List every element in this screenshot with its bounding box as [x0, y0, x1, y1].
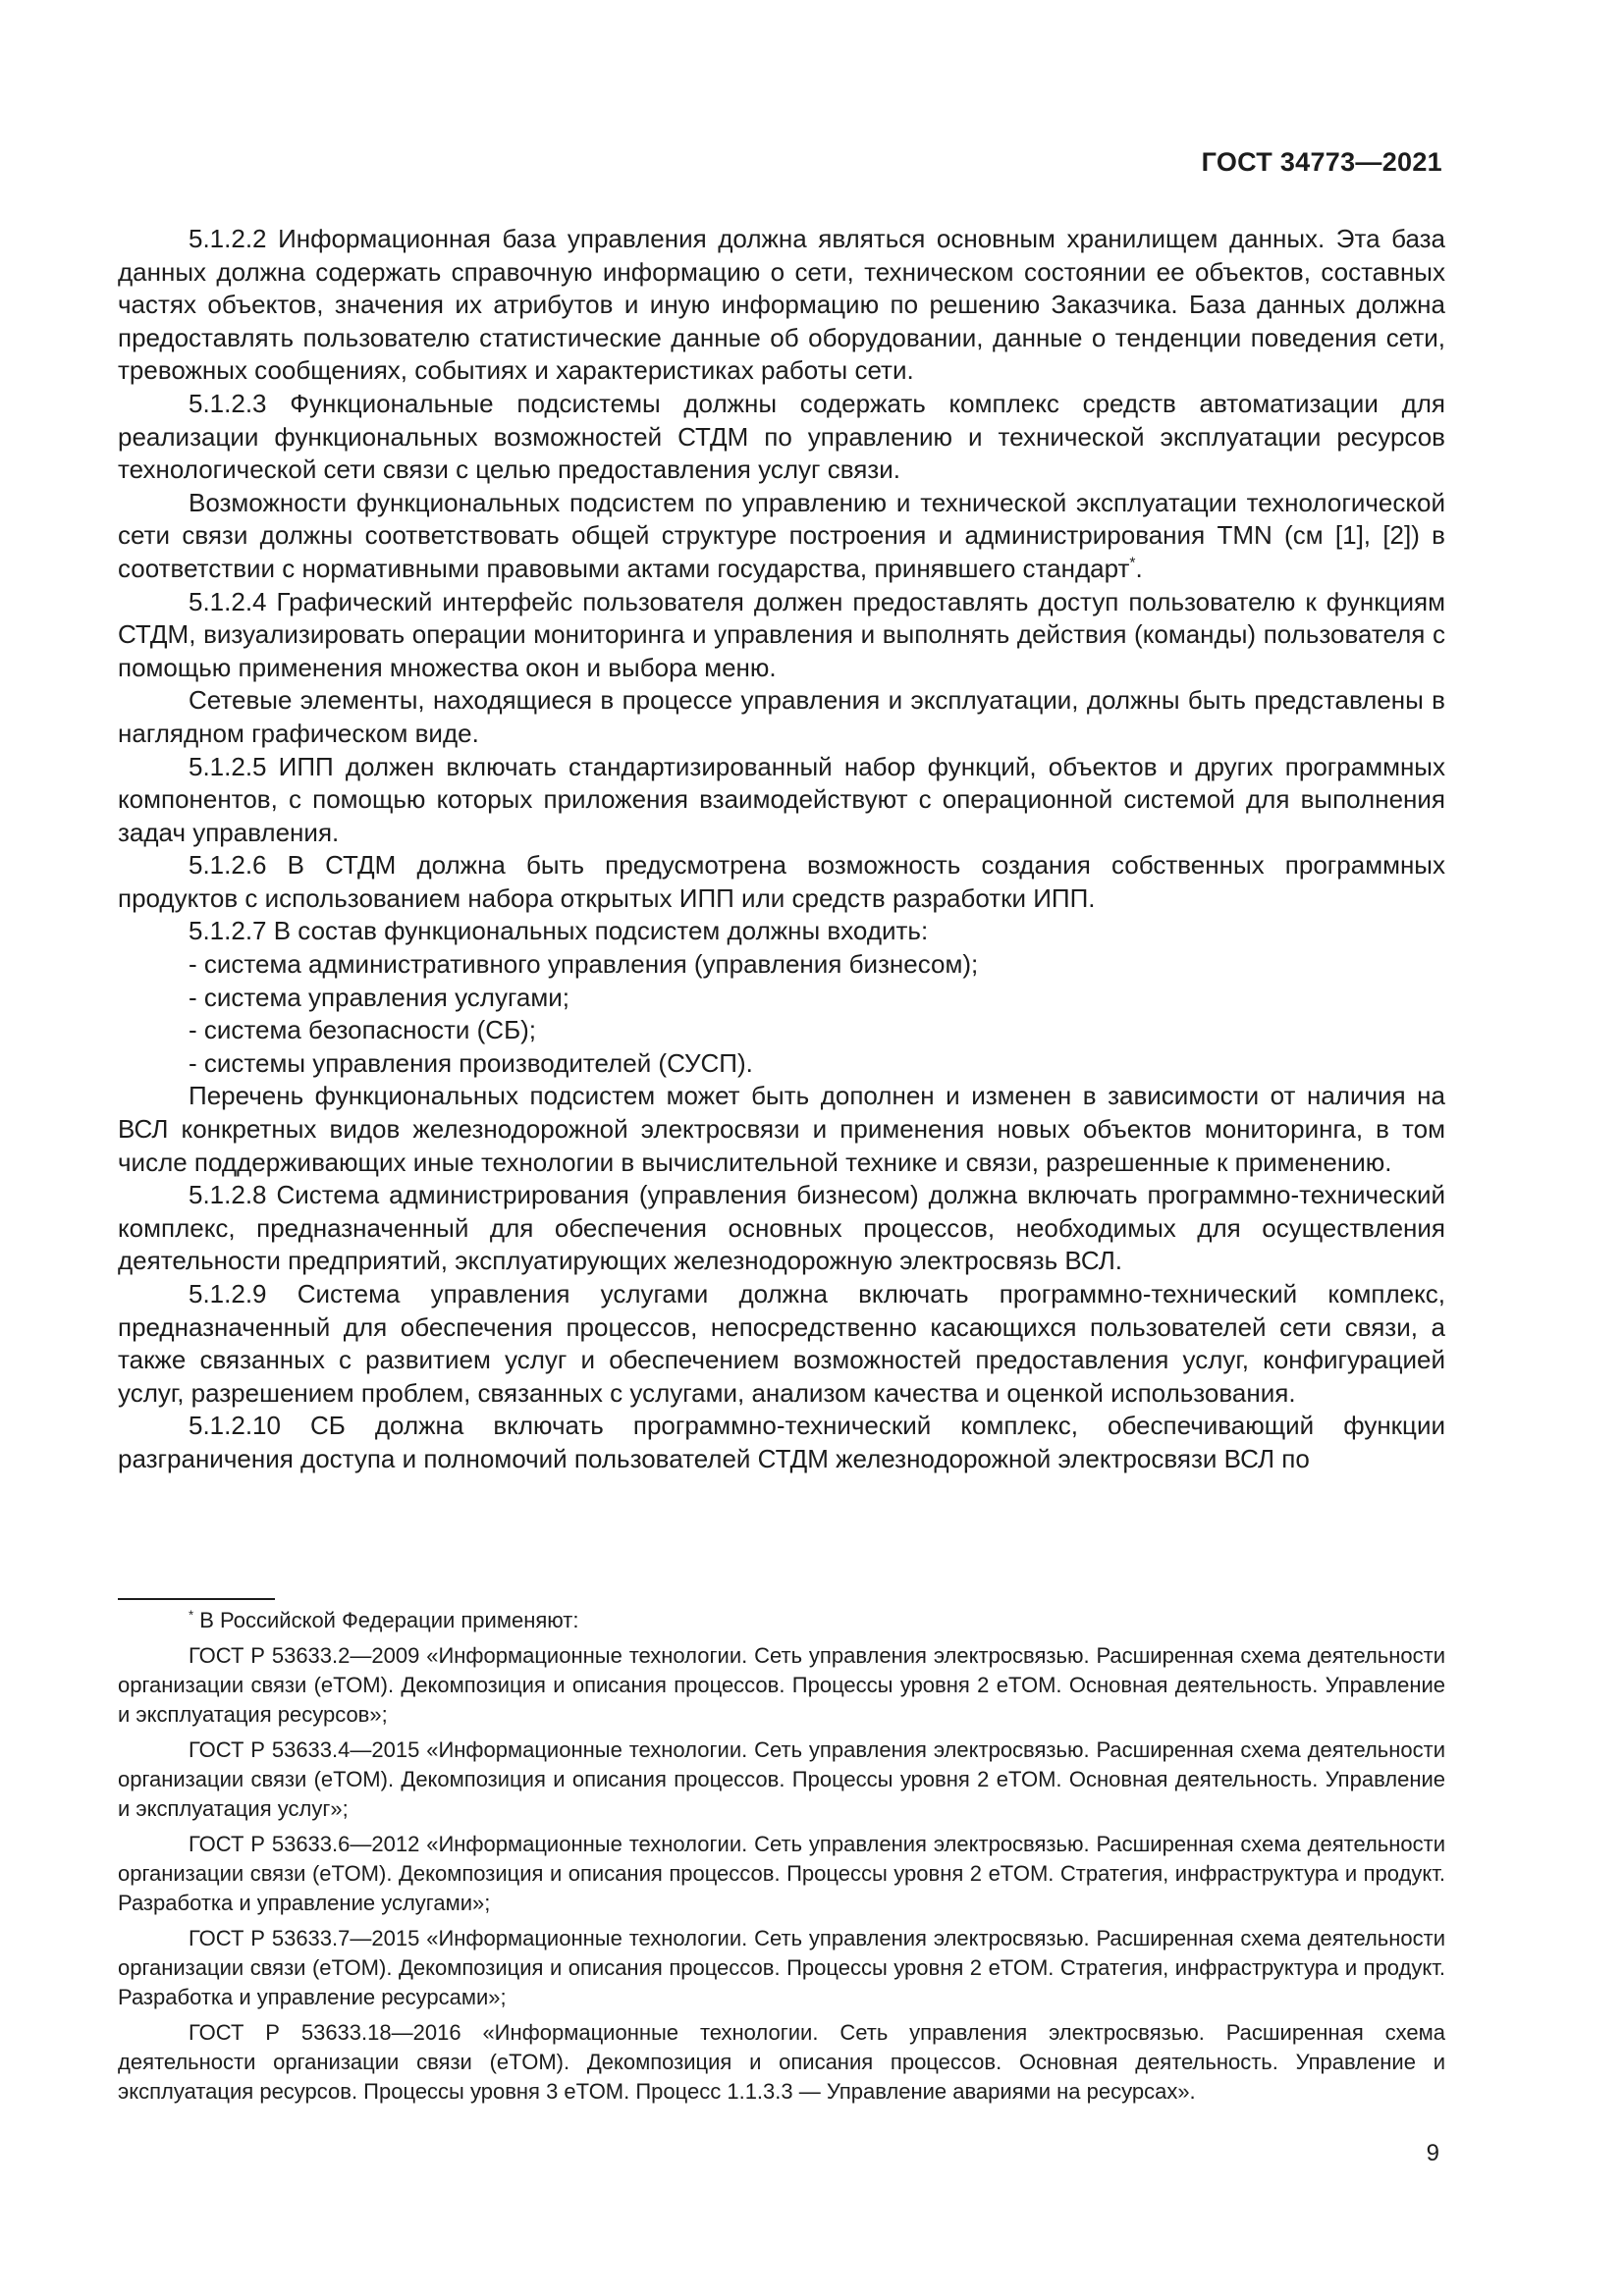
paragraph-5-1-2-6: 5.1.2.6 В СТДМ должна быть предусмотрена возможность создания собственных программных продуктов с использованием набора открытых ИПП или средств разработки ИПП. [118, 850, 1445, 913]
paragraph-5-1-2-3: 5.1.2.3 Функциональные подсистемы должны содержать комплекс средств автоматизации для реализации функциональных возможностей СТДМ по управлению и технической эксплуатации ресурсов технологической сети связи с целью предоставления услуг связи. [118, 388, 1445, 485]
footnote-divider [118, 1598, 275, 1600]
paragraph-tmn-end: . [1135, 553, 1143, 583]
paragraph-5-1-2-7: 5.1.2.7 В состав функциональных подсистем должны входить: [189, 916, 929, 946]
footnote-intro-text: В Российской Федерации применяют: [199, 1608, 579, 1632]
footnote-item: ГОСТ Р 53633.4—2015 «Информационные технологии. Сеть управления электросвязью. Расширенная схема деятельности организации связи (eTOM). Декомпозиция и описания процессов. Процессы уровня 2 eTOM. Основная деятельность. Управление и эксплуатация услуг»; [118, 1737, 1445, 1821]
footnote-item: ГОСТ Р 53633.18—2016 «Информационные технологии. Сеть управления электросвязью. Расширенная схема деятельности организации связи (eTOM). Декомпозиция и описания процессов. Основная деятельность. Управление и эксплуатация ресурсов. Процессы уровня 3 eTOM. Процесс 1.1.3.3 — Управление авариями на ресурсах». [118, 2020, 1445, 2104]
paragraph-5-1-2-8: 5.1.2.8 Система администрирования (управления бизнесом) должна включать программно-технический комплекс, предназначенный для обеспечения основных процессов, необходимых для осуществления деятельности предприятий, эксплуатирующих железнодорожную электросвязь ВСЛ. [118, 1180, 1445, 1276]
document-code: ГОСТ 34773—2021 [1201, 147, 1442, 177]
list-item: - система управления услугами; [189, 982, 569, 1012]
paragraph-5-1-2-5: 5.1.2.5 ИПП должен включать стандартизированный набор функций, объектов и других программных компонентов, с помощью которых приложения взаимодействуют с операционной системой для выполнения задач управления. [118, 751, 1445, 847]
paragraph-tmn-text: Возможности функциональных подсистем по управлению и технической эксплуатации технологической сети связи должны соответствовать общей структуре построения и администрирования TMN (см [1], [2]) в соответствии с нормативными правовыми актами государства, принявшего стандарт [118, 487, 1445, 583]
paragraph-tmn [118, 487, 1445, 586]
list-item: - система безопасности (СБ); [189, 1015, 537, 1045]
footnote-item: ГОСТ Р 53633.2—2009 «Информационные технологии. Сеть управления электросвязью. Расширенная схема деятельности организации связи (eTOM). Декомпозиция и описания процессов. Процессы уровня 2 eTOM. Основная деятельность. Управление и эксплуатация ресурсов»; [118, 1643, 1445, 1727]
paragraph-5-1-2-10: 5.1.2.10 СБ должна включать программно-технический комплекс, обеспечивающий функции разграничения доступа и полномочий пользователей СТДМ железнодорожной электросвязи ВСЛ по [118, 1411, 1445, 1473]
paragraph-network-elements: Сетевые элементы, находящиеся в процессе управления и эксплуатации, должны быть представлены в наглядном графическом виде. [118, 685, 1445, 748]
main-text [118, 223, 1445, 1476]
footnote-marker: * [189, 1607, 194, 1623]
list-item: - система административного управления (управления бизнесом); [189, 949, 979, 980]
footnote-item: ГОСТ Р 53633.6—2012 «Информационные технологии. Сеть управления электросвязью. Расширенная схема деятельности организации связи (eTOM). Декомпозиция и описания процессов. Процессы уровня 2 eTOM. Стратегия, инфраструктура и продукт. Разработка и управление услугами»; [118, 1832, 1445, 1915]
paragraph-5-1-2-2: 5.1.2.2 Информационная база управления должна являться основным хранилищем данных. Эта база данных должна содержать справочную информацию о сети, техническом состоянии ее объектов, составных частях объектов, значения их атрибутов и иную информацию по решению Заказчика. База данных должна предоставлять пользователю статистические данные об оборудовании, данные о тенденции поведения сети, тревожных сообщениях, событиях и характеристиках работы сети. [118, 224, 1445, 386]
footnote-intro [118, 1606, 1445, 1635]
paragraph-subsystem-list: Перечень функциональных подсистем может быть дополнен и изменен в зависимости от наличия на ВСЛ конкретных видов железнодорожной электросвязи и применения новых объектов мониторинга, в том числе поддерживающих иные технологии в вычислительной технике и связи, разрешенные к применению. [118, 1081, 1445, 1177]
footnote-item: ГОСТ Р 53633.7—2015 «Информационные технологии. Сеть управления электросвязью. Расширенная схема деятельности организации связи (eTOM). Декомпозиция и описания процессов. Процессы уровня 2 eTOM. Стратегия, инфраструктура и продукт. Разработка и управление ресурсами»; [118, 1926, 1445, 2009]
paragraph-5-1-2-4: 5.1.2.4 Графический интерфейс пользователя должен предоставлять доступ пользователю к функциям СТДМ, визуализировать операции мониторинга и управления и выполнять действия (команды) пользователя с помощью применения множества окон и выбора меню. [118, 586, 1445, 682]
paragraph-5-1-2-9: 5.1.2.9 Система управления услугами должна включать программно-технический комплекс, предназначенный для обеспечения процессов, непосредственно касающихся пользователей сети связи, а также связанных с развитием услуг и обеспечением возможностей предоставления услуг, конфигурацией услуг, разрешением проблем, связанных с услугами, анализом качества и оценкой использования. [118, 1279, 1445, 1408]
footnote-reference: * [1129, 555, 1136, 572]
list-item: - системы управления производителей (СУСП). [189, 1047, 753, 1078]
footnotes [118, 1606, 1445, 2112]
page-number: 9 [1426, 2140, 1439, 2166]
